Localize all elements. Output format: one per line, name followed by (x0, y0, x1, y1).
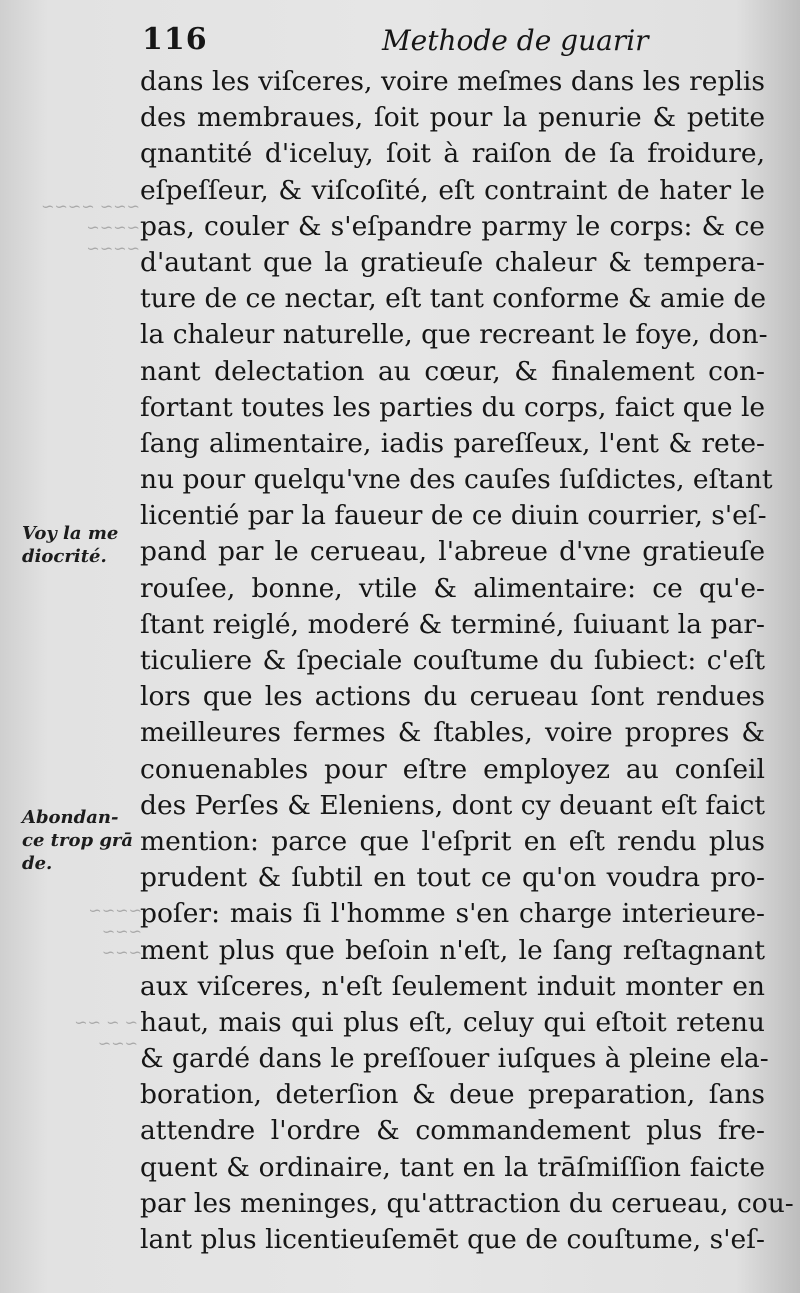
text-line: lors que les actions du cerueau ſont rendues (140, 681, 765, 713)
text-line: qnantité d'iceluy, ſoit à raiſon de ſa froidure, (140, 138, 765, 170)
bleed-through-mark: ~~~~ ~~~ ~~~ (88, 901, 142, 962)
text-line: pas, couler & s'eſpandre parmy le corps: & ce (140, 210, 765, 242)
text-line: ment plus que beſoin n'eſt, le ſang reſtagnant (140, 934, 765, 966)
text-line: des membraues, ſoit pour la penurie & petite (140, 102, 765, 134)
text-line: ticuliere & ſpeciale couſtume du ſubiect: c'eſt (140, 645, 765, 676)
text-line: licentié par la faueur de ce diuin courrier, s'eſ- (140, 500, 767, 532)
bleed-through-mark: ~~~ ~~~~ ~~~~ ~~~~ (41, 197, 140, 258)
marginal-note-line: Abondan- (22, 807, 119, 828)
text-line: rouſee, bonne, vtile & alimentaire: ce qu'e- (140, 572, 765, 604)
text-line: quent & ordinaire, tant en la trāſmiſſion faicte (140, 1151, 765, 1183)
text-line: meilleures fermes & ſtables, voire propres & (140, 717, 765, 749)
marginal-note-line: diocrité. (22, 546, 107, 567)
page-number: 116 (142, 22, 208, 57)
text-line: lant plus licentieuſemēt que de couſtume, s'eſ- (140, 1224, 765, 1255)
body-text (140, 64, 794, 1258)
text-line: fortant toutes les parties du corps, faict que le (140, 391, 766, 423)
bleed-through-mark: ~ ~ ~~ ~~~ (74, 1013, 138, 1053)
text-line: prudent & ſubtil en tout ce qu'on voudra pro- (140, 862, 765, 894)
text-line: par les meninges, qu'attraction du cerueau, cou- (140, 1187, 794, 1219)
text-line: haut, mais qui plus eſt, celuy qui eſtoit retenu (140, 1006, 765, 1038)
text-line: la chaleur naturelle, que recreant le foye, don- (140, 319, 768, 351)
text-line: dans les viſceres, voire meſmes dans les replis (140, 66, 765, 97)
text-line: ſtant reiglé, moderé & terminé, ſuiuant la par- (140, 608, 765, 640)
text-line: conuenables pour eſtre employez au conſeil (140, 753, 765, 785)
text-line: nu pour quelqu'vne des cauſes ſuſdictes, eſtant (140, 464, 773, 496)
text-line: ſang alimentaire, iadis pareſſeux, l'ent & rete- (140, 427, 765, 459)
text-line: mention: parce que l'eſprit en eſt rendu plus (140, 825, 765, 857)
marginal-note-line: ce trop grā (22, 830, 134, 851)
text-line: & gardé dans le preſſouer iuſques à pleine ela- (140, 1043, 769, 1075)
text-line: pand par le cerueau, l'abreue d'vne gratieuſe (140, 536, 765, 568)
running-title: Methode de guarir (382, 24, 649, 57)
marginal-note-mediocrity (22, 522, 142, 568)
text-line: des Perſes & Eleniens, dont cy deuant eſt faict (140, 789, 765, 821)
text-line: attendre l'ordre & commandement plus fre- (140, 1115, 765, 1147)
text-line: eſpeſſeur, & viſcoſité, eſt contraint de hater le (140, 174, 765, 206)
text-line: nant delectation au cœur, & finalement con- (140, 355, 765, 387)
text-line: ture de ce nectar, eſt tant conforme & amie de (140, 283, 766, 315)
running-head (142, 22, 782, 66)
marginal-note-line: de. (22, 853, 53, 874)
text-line: boration, deterſion & deue preparation, ſans (140, 1079, 765, 1111)
marginal-note-line: Voy la me (22, 523, 119, 544)
text-line: d'autant que la gratieuſe chaleur & tempera- (140, 246, 765, 278)
marginal-note-abundance (22, 806, 147, 875)
text-line: poſer: mais ſi l'homme s'en charge interieure- (140, 898, 765, 930)
text-line: aux viſceres, n'eſt ſeulement induit monter en (140, 970, 765, 1002)
